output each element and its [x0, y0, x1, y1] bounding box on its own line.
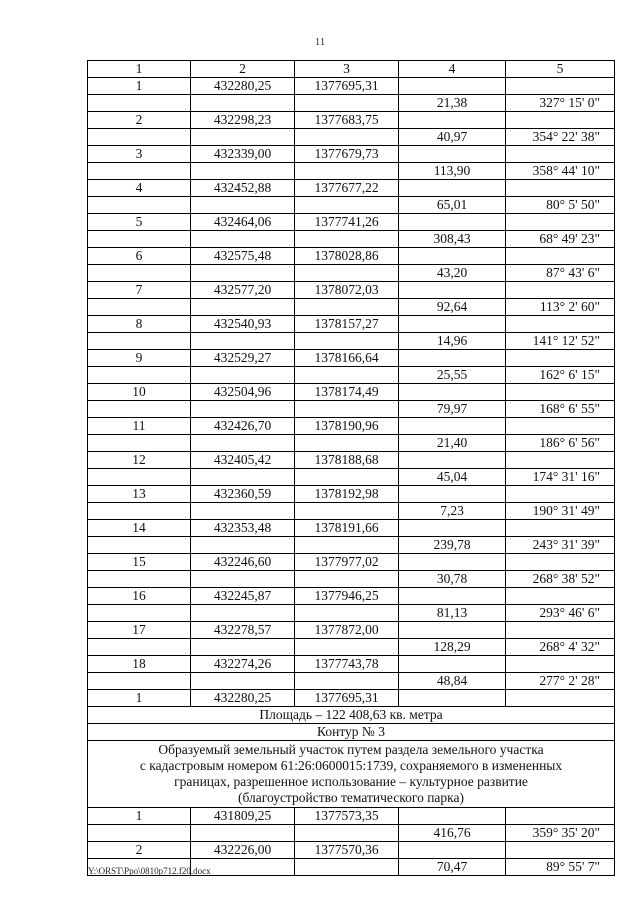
coord-x: 432246,60	[191, 554, 295, 571]
point-number-empty	[88, 95, 191, 112]
coord-y-empty	[295, 537, 399, 554]
segment-row	[88, 825, 615, 842]
area-total-row	[88, 707, 615, 724]
segment-row	[88, 503, 615, 520]
coord-y: 1377679,73	[295, 146, 399, 163]
coord-y: 1377677,22	[295, 180, 399, 197]
point-row	[88, 180, 615, 197]
page-number: 11	[314, 36, 326, 48]
coord-y: 1378174,49	[295, 384, 399, 401]
coord-x-empty	[191, 503, 295, 520]
direction-angle: 89° 55' 7"	[506, 859, 615, 876]
direction-angle-empty	[506, 622, 615, 639]
segment-length: 113,90	[399, 163, 506, 180]
direction-angle: 80° 5' 50"	[506, 197, 615, 214]
coord-x: 432339,00	[191, 146, 295, 163]
point-row	[88, 78, 615, 95]
point-number-empty	[88, 299, 191, 316]
segment-length: 65,01	[399, 197, 506, 214]
segment-length: 21,38	[399, 95, 506, 112]
coord-x-empty	[191, 265, 295, 282]
point-row	[88, 808, 615, 825]
coord-y: 1378191,66	[295, 520, 399, 537]
segment-length: 14,96	[399, 333, 506, 350]
point-number-empty	[88, 401, 191, 418]
point-row	[88, 520, 615, 537]
coord-y-empty	[295, 571, 399, 588]
direction-angle-empty	[506, 316, 615, 333]
description-line: Образуемый земельный участок путем раздела земельного участка	[158, 742, 544, 757]
direction-angle-empty	[506, 520, 615, 537]
coord-x: 432274,26	[191, 656, 295, 673]
point-row	[88, 418, 615, 435]
point-number: 2	[88, 842, 191, 859]
direction-angle-empty	[506, 588, 615, 605]
coord-x: 432360,59	[191, 486, 295, 503]
contour-title-row	[88, 724, 615, 741]
segment-row	[88, 197, 615, 214]
direction-angle-empty	[506, 78, 615, 95]
coord-y-empty	[295, 605, 399, 622]
segment-length: 48,84	[399, 673, 506, 690]
coord-y: 1378072,03	[295, 282, 399, 299]
point-number: 8	[88, 316, 191, 333]
direction-angle-empty	[506, 842, 615, 859]
segment-length: 239,78	[399, 537, 506, 554]
segment-length-empty	[399, 350, 506, 367]
segment-length-empty	[399, 316, 506, 333]
header-col-3: 3	[295, 61, 399, 78]
segment-row	[88, 367, 615, 384]
point-row	[88, 350, 615, 367]
coord-y-empty	[295, 129, 399, 146]
point-row	[88, 214, 615, 231]
coord-x-empty	[191, 673, 295, 690]
point-row	[88, 146, 615, 163]
point-row	[88, 842, 615, 859]
direction-angle-empty	[506, 146, 615, 163]
contour-description-row	[88, 741, 615, 808]
contour-description	[88, 741, 615, 808]
direction-angle-empty	[506, 486, 615, 503]
segment-length-empty	[399, 808, 506, 825]
point-number-empty	[88, 129, 191, 146]
point-row	[88, 248, 615, 265]
point-number-empty	[88, 503, 191, 520]
point-number: 1	[88, 808, 191, 825]
direction-angle: 359° 35' 20"	[506, 825, 615, 842]
direction-angle: 162° 6' 15"	[506, 367, 615, 384]
segment-length-empty	[399, 452, 506, 469]
coord-y-empty	[295, 503, 399, 520]
coord-x-empty	[191, 537, 295, 554]
point-number: 1	[88, 690, 191, 707]
direction-angle-empty	[506, 656, 615, 673]
coord-x-empty	[191, 571, 295, 588]
point-row	[88, 384, 615, 401]
coord-y-empty	[295, 333, 399, 350]
coord-y: 1378028,86	[295, 248, 399, 265]
direction-angle: 168° 6' 55"	[506, 401, 615, 418]
point-number: 9	[88, 350, 191, 367]
point-row	[88, 486, 615, 503]
point-number-empty	[88, 163, 191, 180]
point-number: 12	[88, 452, 191, 469]
coord-y-empty	[295, 299, 399, 316]
point-number: 7	[88, 282, 191, 299]
direction-angle: 354° 22' 38"	[506, 129, 615, 146]
segment-length: 25,55	[399, 367, 506, 384]
point-number: 3	[88, 146, 191, 163]
description-line: границах, разрешенное использование – культурное развитие	[174, 774, 528, 789]
contour-title: Контур № 3	[88, 724, 615, 741]
direction-angle: 186° 6' 56"	[506, 435, 615, 452]
coord-x: 432452,88	[191, 180, 295, 197]
segment-row	[88, 469, 615, 486]
direction-angle-empty	[506, 214, 615, 231]
coord-x: 432353,48	[191, 520, 295, 537]
segment-length: 79,97	[399, 401, 506, 418]
segment-length-empty	[399, 78, 506, 95]
description-line: с кадастровым номером 61:26:0600015:1739, сохраняемого в измененных	[139, 758, 563, 773]
coord-x-empty	[191, 197, 295, 214]
direction-angle: 190° 31' 49"	[506, 503, 615, 520]
segment-row	[88, 231, 615, 248]
coord-x: 432575,48	[191, 248, 295, 265]
direction-angle-empty	[506, 282, 615, 299]
footer-file-path: Y:\ORST\Ppo\0810p712.f20.docx	[88, 866, 211, 876]
point-row	[88, 112, 615, 129]
point-row	[88, 656, 615, 673]
point-number: 13	[88, 486, 191, 503]
direction-angle-empty	[506, 384, 615, 401]
coord-y: 1377946,25	[295, 588, 399, 605]
coord-y: 1377741,26	[295, 214, 399, 231]
direction-angle: 113° 2' 60"	[506, 299, 615, 316]
coord-x: 432298,23	[191, 112, 295, 129]
coord-x-empty	[191, 401, 295, 418]
table-header-row	[88, 61, 615, 78]
coord-x: 432577,20	[191, 282, 295, 299]
segment-length: 43,20	[399, 265, 506, 282]
coord-y-empty	[295, 673, 399, 690]
segment-row	[88, 401, 615, 418]
point-number-empty	[88, 639, 191, 656]
point-number: 5	[88, 214, 191, 231]
direction-angle: 293° 46' 6"	[506, 605, 615, 622]
direction-angle: 243° 31' 39"	[506, 537, 615, 554]
point-row	[88, 282, 615, 299]
segment-length-empty	[399, 554, 506, 571]
point-number: 4	[88, 180, 191, 197]
direction-angle: 327° 15' 0"	[506, 95, 615, 112]
point-row	[88, 622, 615, 639]
header-col-2: 2	[191, 61, 295, 78]
point-row	[88, 690, 615, 707]
coord-x: 432280,25	[191, 78, 295, 95]
segment-row	[88, 299, 615, 316]
segment-length-empty	[399, 520, 506, 537]
coord-y: 1377743,78	[295, 656, 399, 673]
point-number-empty	[88, 469, 191, 486]
coord-y-empty	[295, 95, 399, 112]
direction-angle: 174° 31' 16"	[506, 469, 615, 486]
description-line: (благоустройство тематического парка)	[238, 790, 464, 805]
segment-row	[88, 95, 615, 112]
coord-y-empty	[295, 469, 399, 486]
segment-length-empty	[399, 656, 506, 673]
segment-length: 30,78	[399, 571, 506, 588]
segment-length: 45,04	[399, 469, 506, 486]
coord-y: 1378166,64	[295, 350, 399, 367]
direction-angle: 268° 4' 32"	[506, 639, 615, 656]
coord-y: 1377570,36	[295, 842, 399, 859]
segment-row	[88, 571, 615, 588]
point-number-empty	[88, 673, 191, 690]
coord-y-empty	[295, 859, 399, 876]
coord-y: 1377683,75	[295, 112, 399, 129]
segment-length: 21,40	[399, 435, 506, 452]
coord-x-empty	[191, 231, 295, 248]
coord-x: 432245,87	[191, 588, 295, 605]
coord-y-empty	[295, 401, 399, 418]
coord-y-empty	[295, 265, 399, 282]
segment-length-empty	[399, 112, 506, 129]
segment-length-empty	[399, 418, 506, 435]
point-number-empty	[88, 537, 191, 554]
direction-angle-empty	[506, 452, 615, 469]
coord-x: 432504,96	[191, 384, 295, 401]
segment-length: 81,13	[399, 605, 506, 622]
segment-row	[88, 605, 615, 622]
coord-y: 1378190,96	[295, 418, 399, 435]
segment-row	[88, 265, 615, 282]
header-col-1: 1	[88, 61, 191, 78]
segment-length-empty	[399, 180, 506, 197]
segment-length: 416,76	[399, 825, 506, 842]
direction-angle: 68° 49' 23"	[506, 231, 615, 248]
coordinates-table	[87, 60, 615, 876]
point-number: 14	[88, 520, 191, 537]
segment-row	[88, 673, 615, 690]
segment-length-empty	[399, 622, 506, 639]
direction-angle: 277° 2' 28"	[506, 673, 615, 690]
coord-x: 432280,25	[191, 690, 295, 707]
coord-x: 431809,25	[191, 808, 295, 825]
segment-length: 92,64	[399, 299, 506, 316]
direction-angle-empty	[506, 350, 615, 367]
point-row	[88, 588, 615, 605]
segment-length: 40,97	[399, 129, 506, 146]
point-number: 2	[88, 112, 191, 129]
segment-row	[88, 537, 615, 554]
coordinates-table-body	[88, 61, 615, 876]
coord-y: 1377872,00	[295, 622, 399, 639]
point-row	[88, 452, 615, 469]
direction-angle: 87° 43' 6"	[506, 265, 615, 282]
segment-row	[88, 129, 615, 146]
coord-x-empty	[191, 605, 295, 622]
coord-x: 432405,42	[191, 452, 295, 469]
segment-length-empty	[399, 690, 506, 707]
point-number-empty	[88, 605, 191, 622]
header-col-5: 5	[506, 61, 615, 78]
coord-x-empty	[191, 435, 295, 452]
coord-x-empty	[191, 639, 295, 656]
coord-x: 432278,57	[191, 622, 295, 639]
segment-row	[88, 333, 615, 350]
coord-y-empty	[295, 639, 399, 656]
coord-x-empty	[191, 825, 295, 842]
segment-row	[88, 163, 615, 180]
coord-x-empty	[191, 95, 295, 112]
segment-length-empty	[399, 384, 506, 401]
segment-length-empty	[399, 282, 506, 299]
coord-y-empty	[295, 197, 399, 214]
point-number-empty	[88, 435, 191, 452]
segment-length: 7,23	[399, 503, 506, 520]
segment-length-empty	[399, 486, 506, 503]
direction-angle-empty	[506, 418, 615, 435]
coord-y: 1377695,31	[295, 78, 399, 95]
point-number: 1	[88, 78, 191, 95]
coord-y-empty	[295, 825, 399, 842]
point-number: 15	[88, 554, 191, 571]
direction-angle-empty	[506, 248, 615, 265]
coord-y-empty	[295, 367, 399, 384]
direction-angle: 358° 44' 10"	[506, 163, 615, 180]
coord-x: 432540,93	[191, 316, 295, 333]
coord-x: 432426,70	[191, 418, 295, 435]
point-row	[88, 316, 615, 333]
segment-length: 70,47	[399, 859, 506, 876]
coord-y: 1378192,98	[295, 486, 399, 503]
point-number: 11	[88, 418, 191, 435]
segment-length-empty	[399, 842, 506, 859]
segment-length-empty	[399, 146, 506, 163]
direction-angle-empty	[506, 690, 615, 707]
segment-length-empty	[399, 214, 506, 231]
coord-y: 1378157,27	[295, 316, 399, 333]
point-number: 18	[88, 656, 191, 673]
area-total: Площадь – 122 408,63 кв. метра	[88, 707, 615, 724]
point-number: 6	[88, 248, 191, 265]
coord-x-empty	[191, 129, 295, 146]
coord-y-empty	[295, 231, 399, 248]
header-col-4: 4	[399, 61, 506, 78]
segment-length-empty	[399, 248, 506, 265]
segment-length: 308,43	[399, 231, 506, 248]
direction-angle-empty	[506, 554, 615, 571]
direction-angle: 141° 12' 52"	[506, 333, 615, 350]
coord-y: 1377977,02	[295, 554, 399, 571]
coord-x-empty	[191, 299, 295, 316]
coord-x-empty	[191, 333, 295, 350]
coord-x-empty	[191, 469, 295, 486]
coord-x-empty	[191, 367, 295, 384]
point-number-empty	[88, 265, 191, 282]
point-number-empty	[88, 825, 191, 842]
segment-length-empty	[399, 588, 506, 605]
point-number-empty	[88, 333, 191, 350]
coord-y-empty	[295, 163, 399, 180]
coord-x: 432226,00	[191, 842, 295, 859]
segment-length: 128,29	[399, 639, 506, 656]
direction-angle-empty	[506, 180, 615, 197]
point-number: 17	[88, 622, 191, 639]
point-number-empty	[88, 231, 191, 248]
point-number-empty	[88, 197, 191, 214]
point-number-empty	[88, 367, 191, 384]
point-number: 16	[88, 588, 191, 605]
coord-y-empty	[295, 435, 399, 452]
coord-x-empty	[191, 163, 295, 180]
coord-y: 1377573,35	[295, 808, 399, 825]
point-number-empty	[88, 571, 191, 588]
direction-angle: 268° 38' 52"	[506, 571, 615, 588]
point-number: 10	[88, 384, 191, 401]
coord-x: 432464,06	[191, 214, 295, 231]
coord-y: 1378188,68	[295, 452, 399, 469]
coord-x: 432529,27	[191, 350, 295, 367]
point-row	[88, 554, 615, 571]
segment-row	[88, 435, 615, 452]
coord-y: 1377695,31	[295, 690, 399, 707]
segment-row	[88, 639, 615, 656]
direction-angle-empty	[506, 808, 615, 825]
direction-angle-empty	[506, 112, 615, 129]
